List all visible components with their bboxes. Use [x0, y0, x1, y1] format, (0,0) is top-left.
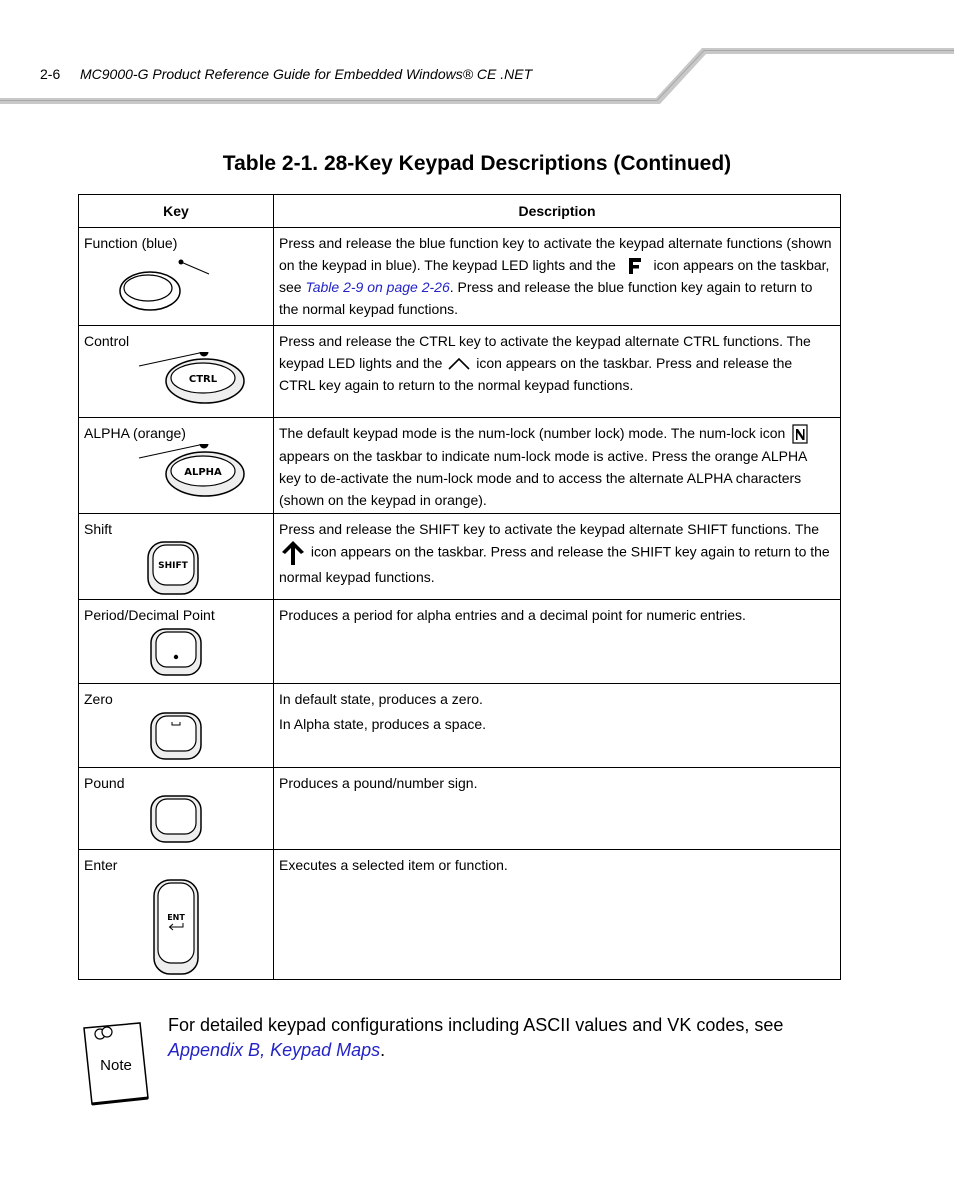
key-cap-label: ENT — [167, 913, 185, 922]
note-icon — [78, 1020, 153, 1106]
note-body: For detailed keypad configurations including ASCII values and VK codes, see — [168, 1015, 784, 1035]
page-number: 2-6 — [40, 66, 61, 82]
description-text: The default keypad mode is the num-lock (number lock) mode. The num-lock icon — [279, 425, 786, 441]
description-text: Press and release the CTRL key to activate the keypad alternate CTRL functions. The keypad LED lights and the — [279, 333, 811, 371]
function-key-image — [84, 254, 264, 316]
column-header-key: Key — [79, 195, 274, 228]
table-title: Table 2-1. 28-Key Keypad Descriptions (Continued) — [222, 152, 732, 175]
key-cap-label: CTRL — [188, 374, 218, 385]
description-text: Press and release the blue function key to activate the keypad alternate functions (shown on the keypad in blue). The keypad LED lights and the — [279, 235, 832, 273]
table-row — [79, 514, 841, 600]
ctrl-key-image — [84, 352, 264, 412]
key-name: Function (blue) — [84, 235, 178, 251]
key-name: Pound — [84, 775, 125, 791]
alpha-key-image — [84, 444, 264, 508]
pound-key-image — [84, 794, 264, 846]
description-text: icon appears on the taskbar. Press and release the CTRL key again to return to the normal keypad functions. — [279, 355, 793, 393]
description-text: In Alpha state, produces a space. — [279, 716, 487, 732]
table-row — [79, 850, 841, 980]
table-reference-link[interactable]: Table 2-9 on page 2-26 — [305, 279, 450, 296]
shift-arrow-icon — [279, 540, 307, 566]
description-text: In default state, produces a zero. — [279, 691, 483, 707]
table-row — [79, 228, 841, 326]
description-text: appears on the taskbar to indicate num-lock mode is active. Press the orange ALPHA key to de-activate the num-lock mode and to access the alternate ALPHA characters (shown on the keypad in orange). — [279, 448, 807, 509]
key-name: Period/Decimal Point — [84, 607, 215, 623]
key-cap-label: ALPHA — [184, 467, 222, 478]
period-key-image — [84, 626, 264, 680]
description-text: Produces a pound/number sign. — [279, 775, 478, 791]
zero-key-image — [84, 710, 264, 764]
description-text: Produces a period for alpha entries and a decimal point for numeric entries. — [279, 607, 746, 623]
enter-key-image — [84, 876, 264, 976]
table-row — [79, 326, 841, 418]
description-text: icon appears on the taskbar. Press and release the SHIFT key again to return to the normal keypad functions. — [279, 543, 830, 585]
key-name: Zero — [84, 691, 113, 707]
note-text — [168, 1013, 808, 1063]
shift-key-image — [84, 540, 264, 598]
key-name: Enter — [84, 857, 118, 873]
appendix-link[interactable]: Appendix B, Keypad Maps — [168, 1040, 381, 1060]
table-header-row — [79, 195, 841, 228]
key-cap-label: SHIFT — [158, 561, 188, 571]
description-text: icon appears on the taskbar, see — [279, 257, 830, 296]
caret-up-icon — [446, 356, 472, 372]
description-text: . Press and release the blue function key again to return to the normal keypad functions. — [279, 279, 813, 318]
description-text: Executes a selected item or function. — [279, 857, 508, 873]
key-name: ALPHA (orange) — [84, 425, 186, 441]
header-rule — [0, 0, 954, 110]
key-name: Control — [84, 333, 130, 349]
table-row — [79, 600, 841, 684]
note-label: Note — [100, 1057, 132, 1074]
column-header-description: Description — [274, 195, 841, 228]
f-function-icon — [620, 256, 650, 276]
keypad-table — [78, 194, 841, 980]
document-title: MC9000-G Product Reference Guide for Embedded Windows® CE .NET — [80, 66, 533, 82]
key-name: Shift — [84, 521, 113, 537]
num-lock-icon — [789, 423, 811, 445]
note-period: . — [380, 1040, 386, 1060]
description-text: Press and release the SHIFT key to activate the keypad alternate SHIFT functions. The — [279, 521, 820, 537]
table-row — [79, 684, 841, 768]
table-row — [79, 418, 841, 514]
table-row — [79, 768, 841, 850]
